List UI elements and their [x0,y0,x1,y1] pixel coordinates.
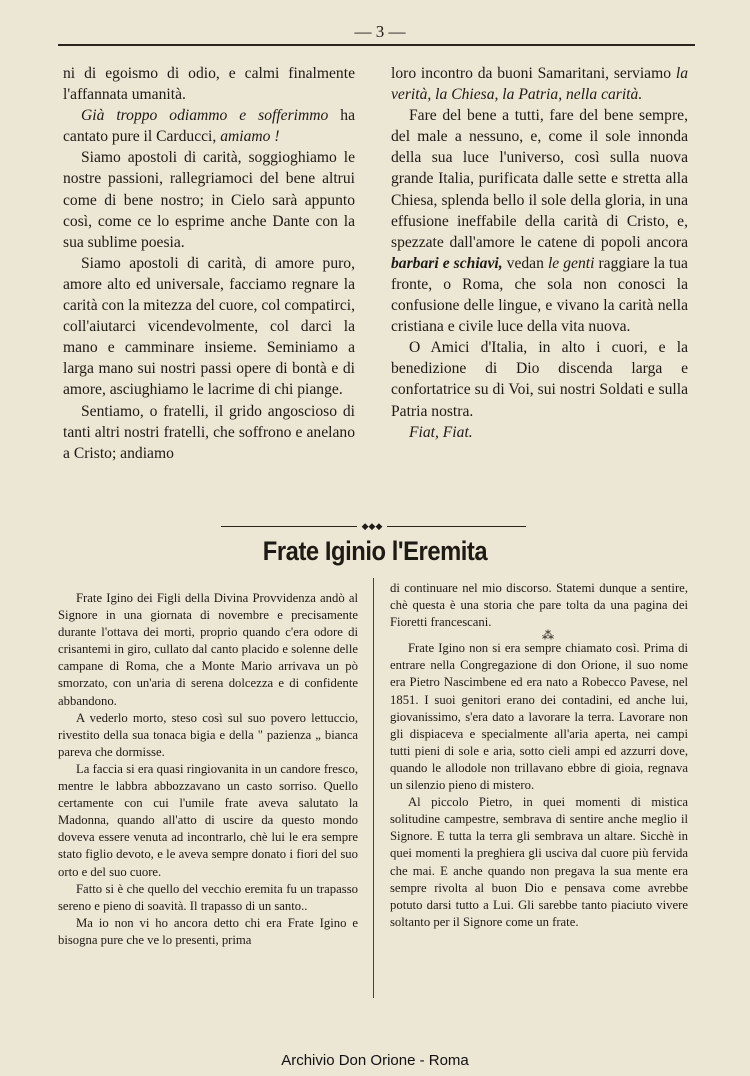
paragraph: Al piccolo Pietro, in quei momenti di mistica solitudine campestre, sembrava di sentire anche meglio il Signore. E tutta la terra gli sembrava un altare. Sicchè in quei momenti la preghiera gli usciva dal cuore più fervida che mai. E anche quando non pregava la sua mente era sempre rivolta al buon Dio e pensava come avrebbe potuto darsi tutto a Lui. Gli sarebbe tanto piaciuto vivere soltanto per il Signore come un frate. [390,795,688,929]
paragraph: Fare del bene a tutti, fare del bene sempre, del male a nessuno, e, come il sole innonda della sua luce l'universo, così sulla nuova grande Italia, purificata dalle sette e stretta alla Chiesa, splenda bello il sole della gloria, in una effusione ineffabile della carità di Cristo, e, spezzate dall'amore le catene di popoli ancora barbari e schiavi, vedan le genti raggiare la tua fronte, o Roma, che sola non conosci la confusione delle lingue, e vivano la carità nella cristiana e civile luce della vita nuova. [391,107,688,336]
upper-left-column [63,63,355,464]
paragraph: loro incontro da buoni Samaritani, serviamo la verità, la Chiesa, la Patria, nella carità. [391,65,688,104]
signature: Fiat, Fiat. [409,423,473,441]
paragraph: Sentiamo, o fratelli, il grido angoscioso di tanti altri nostri fratelli, che soffrono e anelano a Cristo; andiamo [63,402,355,462]
article-left-column [58,590,358,949]
header-rule [58,44,695,46]
article-title: Frate Iginio l'Eremita [262,536,488,566]
italic-quote: Già troppo odiammo e sofferimmo [81,107,329,125]
separator-ornament: ◆◆◆ [357,521,387,531]
paragraph: O Amici d'Italia, in alto i cuori, e la benedizione di Dio discenda larga e confortatrice su di Voi, sui nostri Soldati e sulla Patria nostra. [391,339,688,420]
paragraph: Frate Igino dei Figli della Divina Provvidenza andò al Signore in una giornata di novembre e precisamente durante l'ottava dei morti, proprio quando c'era odore di crisantemi in giro, cullato dal canto placido e solenne delle campane di Roma, che a Monte Mario arrivava un pò smorzato, con un'aria di serena dolcezza e di confidente abbandono. [58,591,358,708]
italic-phrase: le genti [547,254,595,272]
article-right-column [390,580,688,931]
column-divider [373,578,374,998]
paragraph: A vederlo morto, steso così sul suo povero lettuccio, rivestito della sua tonaca bigia e della " pazienza „ bianca pareva che dormisse. [58,710,358,759]
section-separator [221,521,526,531]
paragraph: di continuare nel mio discorso. Statemi dunque a sentire, chè questa è una storia che pare tolta da una pagina dei Fioretti francescani. [390,581,688,630]
carducci-quote-paragraph: Già troppo odiammo e sofferimmo ha cantato pure il Carducci, amiamo ! [63,107,355,146]
paragraph: Frate Igino non si era sempre chiamato così. Prima di entrare nella Congregazione di don Orione, il suo nome era Pietro Nascimbene ed era nato a Robecco Pavese, nel 1851. I suoi genitori erano dei contadini, ed anche lui, giovanissimo, s'era dato a lavorare la terra. Lavorare non gli dispiaceva e specialmente all'aria aperta, nei campi tutti pieni di sole e aria, sotto cieli ampi ed azzurri dove, quando le allodole non trillavano ebbre di gioia, regnava un silenzio pieno di mistero. [390,641,688,793]
paragraph: Fatto si è che quello del vecchio eremita fu un trapasso sereno e pieno di soavità. Il trapasso di un santo.. [58,881,358,913]
paragraph: La faccia si era quasi ringiovanita in un candore fresco, mentre le labbra abbozzavano un casto sorriso. Quello certamente con cui l'umile frate aveva salutato la Madonna, quando all'atto di uscire da questo mondo doveva essere venuta ad incontrarlo, chè lui le era sempre stato figlio devoto, e le aveva sempre donato i fiori del suo orto e del suo cuore. [58,761,358,879]
archive-footer: Archivio Don Orione - Roma [281,1052,469,1069]
italic-quote-end: amiamo ! [220,128,280,146]
paragraph: Siamo apostoli di carità, di amore puro, amore alto ed universale, facciamo regnare la carità con la mitezza del cuore, col compatirci, coll'aiutarci vicendevolmente, col darci la mano e camminare insieme. Seminiamo a larga mano sui nostri passi opere di bontà e di amore, asciughiamo le lacrime di chi piange. [63,254,355,399]
page-number: — 3 — [354,22,406,41]
italic-phrase: la verità, la Chiesa, la Patria, nella carità. [391,65,688,104]
paragraph: ni di egoismo di odio, e calmi finalmente l'affannata umanità. [63,65,355,104]
paragraph: Siamo apostoli di carità, soggioghiamo le nostre passioni, rallegriamoci del bene altrui come di bene nostro; in Cielo sarà appunto così, come ce lo esprime anche Dante con la sua sublime poesia. [63,149,355,251]
upper-right-column [391,63,688,443]
bold-italic-phrase: barbari e schiavi, [391,254,503,272]
page-header [0,22,750,52]
asterism-icon: ⁂ [542,628,554,643]
paragraph: Ma io non vi ho ancora detto chi era Frate Igino e bisogna pure che ve lo presenti, prima [58,915,358,947]
